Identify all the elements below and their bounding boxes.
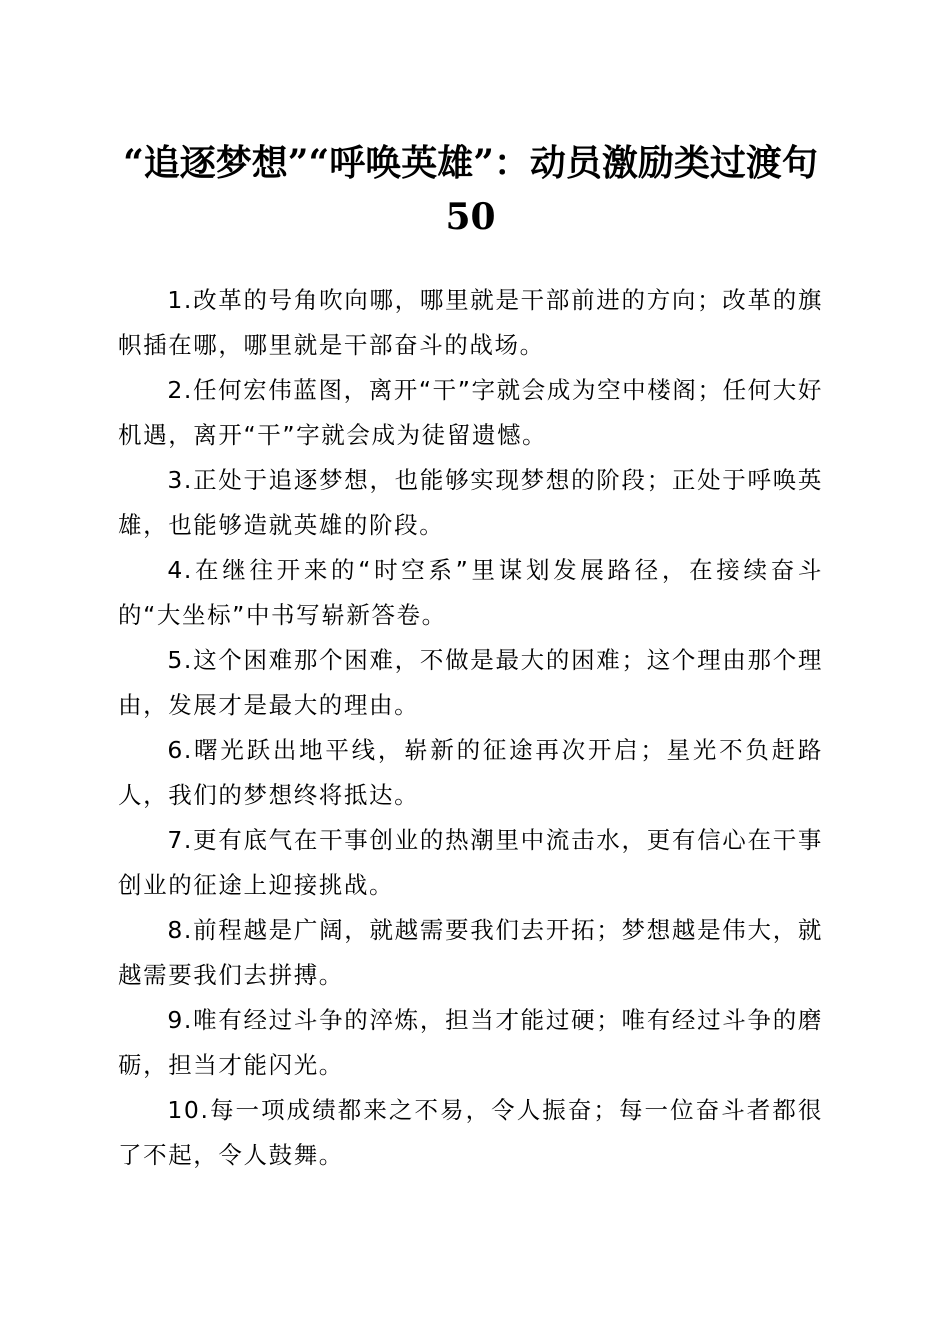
paragraph-9: 9.唯有经过斗争的淬炼，担当才能过硬；唯有经过斗争的磨砺，担当才能闪光。 bbox=[118, 1006, 823, 1079]
paragraph-8: 8.前程越是广阔，就越需要我们去开拓；梦想越是伟大，就越需要我们去拼搏。 bbox=[118, 916, 823, 989]
document-body bbox=[118, 278, 823, 1178]
paragraph-4: 4.在继往开来的“时空系”里谋划发展路径，在接续奋斗的“大坐标”中书写崭新答卷。 bbox=[118, 556, 823, 629]
paragraph-6: 6.曙光跃出地平线，崭新的征途再次开启；星光不负赶路人，我们的梦想终将抵达。 bbox=[118, 736, 823, 809]
paragraph-7: 7.更有底气在干事创业的热潮里中流击水，更有信心在干事创业的征途上迎接挑战。 bbox=[118, 826, 823, 899]
paragraph-5: 5.这个困难那个困难，不做是最大的困难；这个理由那个理由，发展才是最大的理由。 bbox=[118, 646, 823, 719]
paragraph-3: 3.正处于追逐梦想，也能够实现梦想的阶段；正处于呼唤英雄，也能够造就英雄的阶段。 bbox=[118, 466, 823, 539]
paragraph-2: 2.任何宏伟蓝图，离开“干”字就会成为空中楼阁；任何大好机遇，离开“干”字就会成为徒留遗憾。 bbox=[118, 376, 823, 449]
paragraph-10: 10.每一项成绩都来之不易，令人振奋；每一位奋斗者都很了不起，令人鼓舞。 bbox=[118, 1096, 823, 1169]
document-title: “追逐梦想”“呼唤英雄”：动员激励类过渡句50 bbox=[123, 142, 818, 238]
paragraph-1: 1.改革的号角吹向哪，哪里就是干部前进的方向；改革的旗帜插在哪，哪里就是干部奋斗的战场。 bbox=[118, 286, 823, 359]
